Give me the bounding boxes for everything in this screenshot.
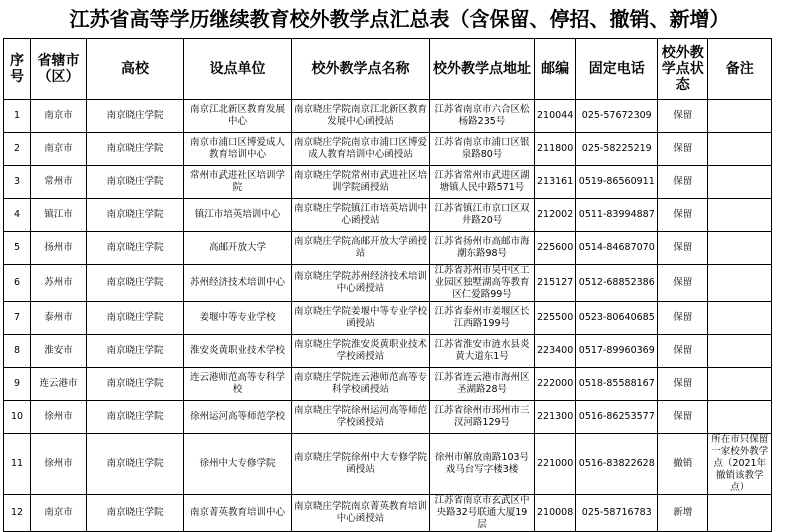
unit-cell: 苏州经济技术培训中心: [184, 265, 292, 302]
status-cell: 保留: [658, 302, 708, 335]
note-cell: [708, 133, 772, 166]
table-title: 江苏省高等学历继续教育校外教学点汇总表（含保留、停招、撤销、新增）: [69, 7, 730, 31]
site-address-cell: 江苏省南京市浦口区银泉路80号: [430, 133, 535, 166]
city-cell: 南京市: [31, 100, 87, 133]
status-cell: 撤销: [658, 434, 708, 495]
city-cell: 苏州市: [31, 265, 87, 302]
note-cell: [708, 100, 772, 133]
unit-cell: 南京江北新区教育发展中心: [184, 100, 292, 133]
site-address-cell: 江苏省徐州市邳州市三汊河路129号: [430, 401, 535, 434]
unit-cell: 徐州中大专修学院: [184, 434, 292, 495]
table-row: [4, 100, 772, 133]
note-cell: [708, 199, 772, 232]
site-address-cell: 江苏省淮安市涟水县炎黄大道东1号: [430, 335, 535, 368]
note-cell: [708, 401, 772, 434]
header-status: 校外教学点状态: [658, 39, 708, 100]
university-cell: 南京晓庄学院: [87, 368, 184, 401]
phone-cell: 0512-68852386: [576, 265, 658, 302]
site-address-cell: 江苏省连云港市海州区圣湖路28号: [430, 368, 535, 401]
row-number: 7: [4, 302, 31, 335]
city-cell: 镇江市: [31, 199, 87, 232]
zip-cell: 211800: [535, 133, 576, 166]
site-address-cell: 江苏省泰州市姜堰区长江西路199号: [430, 302, 535, 335]
zip-cell: 212002: [535, 199, 576, 232]
university-cell: 南京晓庄学院: [87, 401, 184, 434]
table-row: [4, 401, 772, 434]
site-name-cell: 南京晓庄学院淮安炎黄职业技术学校函授站: [292, 335, 430, 368]
phone-cell: 0519-86560911: [576, 166, 658, 199]
header-row: [4, 39, 772, 100]
site-name-cell: 南京晓庄学院徐州运河高等师范学校函授站: [292, 401, 430, 434]
row-number: 5: [4, 232, 31, 265]
row-number: 4: [4, 199, 31, 232]
city-cell: 泰州市: [31, 302, 87, 335]
note-cell: [708, 302, 772, 335]
zip-cell: 215127: [535, 265, 576, 302]
header-no: 序号: [4, 39, 31, 100]
status-cell: 保留: [658, 100, 708, 133]
header-site-name: 校外教学点名称: [292, 39, 430, 100]
unit-cell: 姜堰中等专业学校: [184, 302, 292, 335]
university-cell: 南京晓庄学院: [87, 495, 184, 532]
table-row: [4, 265, 772, 302]
city-cell: 徐州市: [31, 401, 87, 434]
site-address-cell: 江苏省镇江市京口区双井路20号: [430, 199, 535, 232]
header-note: 备注: [708, 39, 772, 100]
site-name-cell: 南京晓庄学院南京市浦口区博爱成人教育培训中心函授站: [292, 133, 430, 166]
header-phone: 固定电话: [576, 39, 658, 100]
row-number: 11: [4, 434, 31, 495]
row-number: 12: [4, 495, 31, 532]
phone-cell: 025-58716783: [576, 495, 658, 532]
university-cell: 南京晓庄学院: [87, 265, 184, 302]
status-cell: 保留: [658, 265, 708, 302]
site-address-cell: 江苏省苏州市吴中区工业园区独墅湖高等教育区仁爱路99号: [430, 265, 535, 302]
site-address-cell: 江苏省南京市玄武区中央路32号联通大厦19层: [430, 495, 535, 532]
header-unit: 设点单位: [184, 39, 292, 100]
status-cell: 保留: [658, 199, 708, 232]
table-row: [4, 335, 772, 368]
phone-cell: 0511-83994887: [576, 199, 658, 232]
phone-cell: 0516-86253577: [576, 401, 658, 434]
city-cell: 徐州市: [31, 434, 87, 495]
unit-cell: 淮安炎黄职业技术学校: [184, 335, 292, 368]
city-cell: 常州市: [31, 166, 87, 199]
university-cell: 南京晓庄学院: [87, 232, 184, 265]
header-university: 高校: [87, 39, 184, 100]
zip-cell: 213161: [535, 166, 576, 199]
university-cell: 南京晓庄学院: [87, 199, 184, 232]
status-cell: 新增: [658, 495, 708, 532]
site-address-cell: 江苏省南京市六合区松杨路235号: [430, 100, 535, 133]
university-cell: 南京晓庄学院: [87, 302, 184, 335]
status-cell: 保留: [658, 133, 708, 166]
city-cell: 南京市: [31, 133, 87, 166]
row-number: 3: [4, 166, 31, 199]
site-name-cell: 南京晓庄学院南京菁英教育培训中心函授站: [292, 495, 430, 532]
phone-cell: 0523-80640685: [576, 302, 658, 335]
zip-cell: 221300: [535, 401, 576, 434]
table-row: [4, 495, 772, 532]
site-name-cell: 南京晓庄学院常州市武进社区培训学院函授站: [292, 166, 430, 199]
phone-cell: 0518-85588167: [576, 368, 658, 401]
status-cell: 保留: [658, 166, 708, 199]
city-cell: 南京市: [31, 495, 87, 532]
table-row: [4, 302, 772, 335]
university-cell: 南京晓庄学院: [87, 133, 184, 166]
unit-cell: 常州市武进社区培训学院: [184, 166, 292, 199]
city-cell: 淮安市: [31, 335, 87, 368]
note-cell: [708, 335, 772, 368]
site-name-cell: 南京晓庄学院高邮开放大学函授站: [292, 232, 430, 265]
university-cell: 南京晓庄学院: [87, 100, 184, 133]
status-cell: 保留: [658, 368, 708, 401]
header-city: 省辖市（区）: [31, 39, 87, 100]
summary-table: [3, 38, 772, 532]
table-row: [4, 368, 772, 401]
city-cell: 连云港市: [31, 368, 87, 401]
site-address-cell: 徐州市解放南路103号戏马台写字楼3楼: [430, 434, 535, 495]
phone-cell: 0517-89960369: [576, 335, 658, 368]
zip-cell: 221000: [535, 434, 576, 495]
phone-cell: 0516-83822628: [576, 434, 658, 495]
zip-cell: 222000: [535, 368, 576, 401]
table-row: [4, 232, 772, 265]
unit-cell: 南京菁英教育培训中心: [184, 495, 292, 532]
site-name-cell: 南京晓庄学院连云港师范高等专科学校函授站: [292, 368, 430, 401]
site-name-cell: 南京晓庄学院南京江北新区教育发展中心函授站: [292, 100, 430, 133]
unit-cell: 南京市浦口区博爱成人教育培训中心: [184, 133, 292, 166]
header-zip: 邮编: [535, 39, 576, 100]
row-number: 2: [4, 133, 31, 166]
note-cell: [708, 368, 772, 401]
note-cell: [708, 166, 772, 199]
note-cell: [708, 495, 772, 532]
site-name-cell: 南京晓庄学院镇江市培英培训中心函授站: [292, 199, 430, 232]
site-name-cell: 南京晓庄学院徐州中大专修学院函授站: [292, 434, 430, 495]
header-site-address: 校外教学点地址: [430, 39, 535, 100]
unit-cell: 镇江市培英培训中心: [184, 199, 292, 232]
unit-cell: 高邮开放大学: [184, 232, 292, 265]
zip-cell: 223400: [535, 335, 576, 368]
university-cell: 南京晓庄学院: [87, 166, 184, 199]
site-address-cell: 江苏省扬州市高邮市海潮东路98号: [430, 232, 535, 265]
site-name-cell: 南京晓庄学院苏州经济技术培训中心函授站: [292, 265, 430, 302]
status-cell: 保留: [658, 335, 708, 368]
note-cell: [708, 265, 772, 302]
status-cell: 保留: [658, 232, 708, 265]
university-cell: 南京晓庄学院: [87, 434, 184, 495]
unit-cell: 徐州运河高等师范学校: [184, 401, 292, 434]
table-row: [4, 199, 772, 232]
table-row: [4, 133, 772, 166]
phone-cell: 0514-84687070: [576, 232, 658, 265]
note-cell: [708, 232, 772, 265]
row-number: 6: [4, 265, 31, 302]
status-cell: 保留: [658, 401, 708, 434]
zip-cell: 225500: [535, 302, 576, 335]
row-number: 8: [4, 335, 31, 368]
city-cell: 扬州市: [31, 232, 87, 265]
phone-cell: 025-58225219: [576, 133, 658, 166]
row-number: 1: [4, 100, 31, 133]
unit-cell: 连云港师范高等专科学校: [184, 368, 292, 401]
site-address-cell: 江苏省常州市武进区湖塘镇人民中路571号: [430, 166, 535, 199]
zip-cell: 210008: [535, 495, 576, 532]
note-cell: 所在市只保留一家校外教学点（2021年撤销该教学点）: [708, 434, 772, 495]
university-cell: 南京晓庄学院: [87, 335, 184, 368]
row-number: 10: [4, 401, 31, 434]
zip-cell: 210044: [535, 100, 576, 133]
table-row: [4, 166, 772, 199]
table-row: [4, 434, 772, 495]
zip-cell: 225600: [535, 232, 576, 265]
phone-cell: 025-57672309: [576, 100, 658, 133]
row-number: 9: [4, 368, 31, 401]
site-name-cell: 南京晓庄学院姜堰中等专业学校函授站: [292, 302, 430, 335]
